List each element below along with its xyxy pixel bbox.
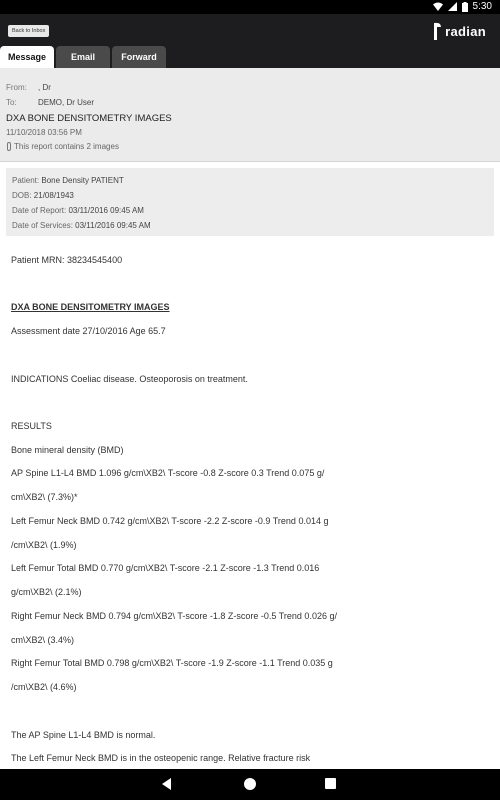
status-bar	[0, 0, 500, 14]
app-bar	[0, 14, 500, 68]
patient-row	[12, 174, 488, 189]
signal-icon	[448, 2, 457, 11]
to-value: DEMO, Dr User	[38, 98, 94, 107]
message-header	[0, 68, 500, 162]
back-to-inbox-button[interactable]: Back to Inbox	[8, 25, 49, 37]
message-subject: DXA BONE DENSITOMETRY IMAGES	[6, 113, 172, 124]
dob-value: 21/08/1943	[33, 191, 74, 200]
services-date-row	[12, 219, 488, 234]
ap-spine-line-2: cm\XB2\ (7.3%)*	[11, 492, 78, 502]
report-date-label: Date of Report:	[12, 206, 67, 215]
left-femur-total-line-1: Left Femur Total BMD 0.770 g/cm\XB2\ T-score -2.1 Z-score -1.3 Trend 0.016	[11, 563, 320, 573]
to-label: To:	[6, 98, 17, 107]
nav-recents-icon[interactable]	[325, 778, 336, 789]
message-date: 11/10/2018 03:56 PM	[6, 128, 82, 137]
conclusion-line-2: The Left Femur Neck BMD is in the osteopenic range. Relative fracture risk	[11, 753, 311, 763]
services-date-value: 03/11/2016 09:45 AM	[75, 221, 151, 230]
tab-email[interactable]: Email	[56, 46, 110, 68]
report-date-row	[12, 204, 488, 219]
attachment-note[interactable]	[6, 142, 494, 151]
paperclip-icon	[6, 142, 12, 151]
navigation-bar	[0, 769, 500, 800]
right-femur-neck-line-2: cm\XB2\ (3.4%)	[11, 635, 75, 645]
patient-mrn: Patient MRN: 38234545400	[11, 255, 123, 265]
patient-label: Patient:	[12, 176, 40, 185]
right-femur-total-line-1: Right Femur Total BMD 0.798 g/cm\XB2\ T-score -1.9 Z-score -1.1 Trend 0.035 g	[11, 658, 333, 668]
patient-value: Bone Density PATIENT	[41, 176, 124, 185]
ap-spine-line-1: AP Spine L1-L4 BMD 1.096 g/cm\XB2\ T-score -0.8 Z-score 0.3 Trend 0.075 g/	[11, 468, 325, 478]
to-row	[6, 97, 494, 112]
conclusion-line-1: The AP Spine L1-L4 BMD is normal.	[11, 730, 156, 740]
from-value: , Dr	[38, 83, 51, 92]
left-femur-neck-line-2: /cm\XB2\ (1.9%)	[11, 540, 77, 550]
report-date-value: 03/11/2016 09:45 AM	[68, 206, 144, 215]
indications-line: INDICATIONS Coeliac disease. Osteoporosis on treatment.	[11, 374, 248, 384]
services-date-label: Date of Services:	[12, 221, 73, 230]
report-heading: DXA BONE DENSITOMETRY IMAGES	[11, 302, 170, 312]
results-heading: RESULTS	[11, 421, 52, 431]
assessment-line: Assessment date 27/10/2016 Age 65.7	[11, 326, 166, 336]
attachment-note-text: This report contains 2 images	[14, 142, 119, 151]
status-icons	[433, 1, 492, 12]
radian-logo-icon	[433, 21, 442, 41]
bmd-heading: Bone mineral density (BMD)	[11, 445, 124, 455]
right-femur-total-line-2: /cm\XB2\ (4.6%)	[11, 682, 77, 692]
dob-row	[12, 189, 488, 204]
from-label: From:	[6, 83, 27, 92]
tab-forward[interactable]: Forward	[112, 46, 166, 68]
tab-bar	[0, 46, 166, 68]
dob-label: DOB:	[12, 191, 32, 200]
patient-info-box	[6, 168, 494, 236]
radian-logo	[433, 21, 486, 41]
nav-home-icon[interactable]	[244, 778, 256, 790]
nav-back-icon[interactable]	[162, 778, 171, 790]
battery-icon	[462, 2, 468, 12]
from-row	[6, 82, 494, 97]
wifi-icon	[433, 2, 443, 11]
logo-text: radian	[445, 23, 486, 39]
tab-message[interactable]: Message	[0, 46, 54, 68]
left-femur-total-line-2: g/cm\XB2\ (2.1%)	[11, 587, 82, 597]
status-time: 5:30	[472, 1, 492, 12]
right-femur-neck-line-1: Right Femur Neck BMD 0.794 g/cm\XB2\ T-score -1.8 Z-score -0.5 Trend 0.026 g/	[11, 611, 337, 621]
left-femur-neck-line-1: Left Femur Neck BMD 0.742 g/cm\XB2\ T-score -2.2 Z-score -0.9 Trend 0.014 g	[11, 516, 329, 526]
